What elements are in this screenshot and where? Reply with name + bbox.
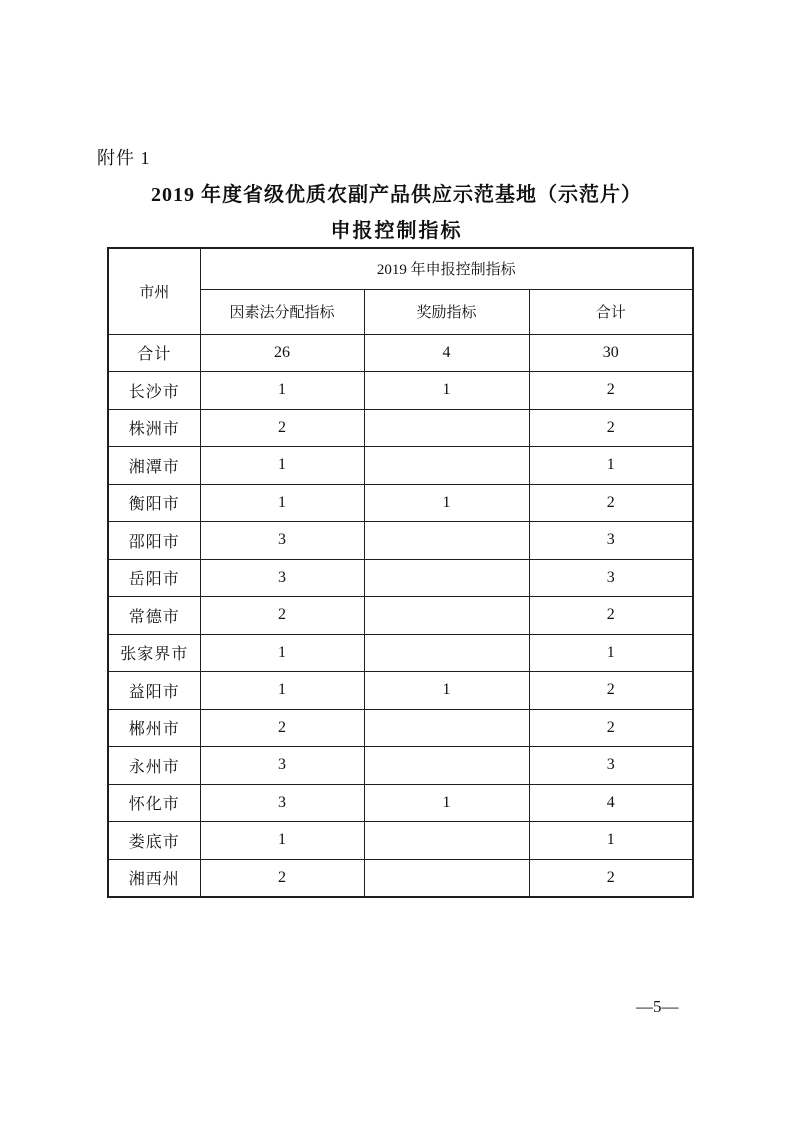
table-row — [108, 784, 693, 822]
award-cell: 1 — [364, 372, 529, 410]
factor-cell: 2 — [200, 709, 364, 747]
factor-cell: 1 — [200, 672, 364, 710]
award-cell — [364, 747, 529, 785]
factor-cell: 3 — [200, 784, 364, 822]
total-cell: 4 — [529, 784, 693, 822]
table-row — [108, 447, 693, 485]
table-row — [108, 522, 693, 560]
table-row — [108, 372, 693, 410]
total-cell: 1 — [529, 447, 693, 485]
award-cell — [364, 822, 529, 860]
total-cell: 2 — [529, 709, 693, 747]
award-cell: 1 — [364, 784, 529, 822]
factor-cell: 1 — [200, 447, 364, 485]
table-row — [108, 672, 693, 710]
award-cell: 1 — [364, 672, 529, 710]
total-cell: 3 — [529, 522, 693, 560]
total-cell: 3 — [529, 747, 693, 785]
factor-cell: 3 — [200, 559, 364, 597]
region-cell: 郴州市 — [108, 709, 200, 747]
total-cell: 1 — [529, 634, 693, 672]
region-cell: 湘西州 — [108, 859, 200, 897]
document-title-line2: 申报控制指标 — [330, 220, 463, 242]
total-cell: 2 — [529, 484, 693, 522]
document-title-line1: 2019 年度省级优质农副产品供应示范基地（示范片） — [151, 184, 642, 206]
table-row — [108, 634, 693, 672]
factor-cell: 2 — [200, 409, 364, 447]
award-cell — [364, 859, 529, 897]
region-cell: 衡阳市 — [108, 484, 200, 522]
table-row — [108, 597, 693, 635]
factor-cell: 1 — [200, 634, 364, 672]
award-cell — [364, 409, 529, 447]
total-cell: 1 — [529, 822, 693, 860]
total-cell: 2 — [529, 597, 693, 635]
award-cell: 1 — [364, 484, 529, 522]
award-cell: 4 — [364, 334, 529, 372]
region-cell: 邵阳市 — [108, 522, 200, 560]
total-cell: 3 — [529, 559, 693, 597]
table-row — [108, 822, 693, 860]
region-cell: 娄底市 — [108, 822, 200, 860]
total-cell: 2 — [529, 409, 693, 447]
quota-table-body — [108, 334, 693, 897]
award-cell — [364, 559, 529, 597]
region-cell: 长沙市 — [108, 372, 200, 410]
total-cell: 2 — [529, 859, 693, 897]
factor-cell: 1 — [200, 372, 364, 410]
region-cell: 合计 — [108, 334, 200, 372]
table-row — [108, 559, 693, 597]
total-cell: 30 — [529, 334, 693, 372]
attachment-label: 附件 1 — [97, 148, 151, 168]
factor-cell: 2 — [200, 597, 364, 635]
table-row — [108, 484, 693, 522]
header-region: 市州 — [108, 248, 200, 334]
header-group-row — [108, 248, 693, 289]
region-cell: 岳阳市 — [108, 559, 200, 597]
factor-cell: 26 — [200, 334, 364, 372]
region-cell: 益阳市 — [108, 672, 200, 710]
award-cell — [364, 522, 529, 560]
total-cell: 2 — [529, 372, 693, 410]
region-cell: 永州市 — [108, 747, 200, 785]
header-award-indicator: 奖励指标 — [364, 289, 529, 334]
table-row — [108, 747, 693, 785]
table-row — [108, 334, 693, 372]
quota-table-header — [108, 248, 693, 334]
header-factor-indicator: 因素法分配指标 — [200, 289, 364, 334]
header-group-title: 2019 年申报控制指标 — [200, 248, 693, 289]
region-cell: 湘潭市 — [108, 447, 200, 485]
quota-table — [107, 247, 694, 898]
region-cell: 怀化市 — [108, 784, 200, 822]
table-row — [108, 859, 693, 897]
table-row — [108, 709, 693, 747]
header-total: 合计 — [529, 289, 693, 334]
factor-cell: 2 — [200, 859, 364, 897]
factor-cell: 3 — [200, 747, 364, 785]
region-cell: 常德市 — [108, 597, 200, 635]
factor-cell: 3 — [200, 522, 364, 560]
total-cell: 2 — [529, 672, 693, 710]
award-cell — [364, 597, 529, 635]
award-cell — [364, 447, 529, 485]
award-cell — [364, 634, 529, 672]
page-number: —5— — [636, 997, 679, 1016]
table-row — [108, 409, 693, 447]
factor-cell: 1 — [200, 822, 364, 860]
factor-cell: 1 — [200, 484, 364, 522]
region-cell: 张家界市 — [108, 634, 200, 672]
award-cell — [364, 709, 529, 747]
region-cell: 株洲市 — [108, 409, 200, 447]
